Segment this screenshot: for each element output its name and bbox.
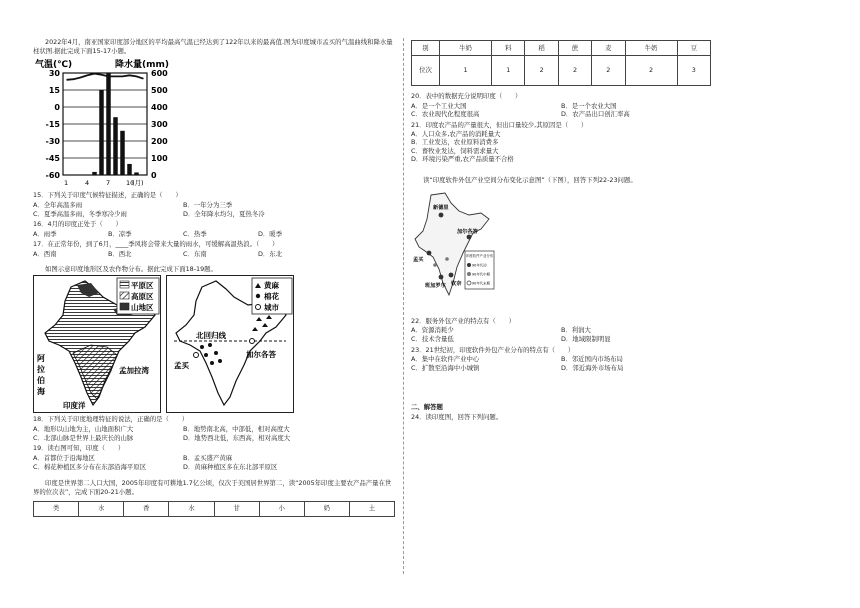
table-cell: 奶 xyxy=(304,501,349,516)
table-cell: 土 xyxy=(349,501,394,516)
question-stem: 21．印度农产品的产量很大，但出口量较少,其原因是（ ） xyxy=(411,120,588,129)
precipitation-bar xyxy=(113,117,117,175)
table-cell: 稻 xyxy=(525,41,558,56)
option-d[interactable]: D．邻近海外市场布局 xyxy=(561,363,624,372)
table-cell: 麦 xyxy=(592,41,625,56)
question-stem: 16．4月的印度正处于（ ） xyxy=(33,220,122,229)
table-cell: 牛奶 xyxy=(440,41,492,56)
table-cell: 2 xyxy=(525,56,558,86)
mumbai-climate-chart xyxy=(33,57,193,189)
temp-tick-label: 15 xyxy=(48,86,60,96)
question-15 xyxy=(33,191,395,218)
legend-label: 黄麻 xyxy=(264,281,279,291)
table-row xyxy=(412,41,711,56)
option-d[interactable]: D．地势西北低，东西高，相对高度大 xyxy=(183,433,291,442)
city-dot-mumbai xyxy=(427,250,432,255)
option-a[interactable]: A．西南 xyxy=(33,250,57,259)
question-19 xyxy=(33,444,395,471)
table-cell: 2 xyxy=(558,56,591,86)
question-stem: 23．21世纪初，印度软件外包产业分布的特点有（ ） xyxy=(411,345,575,354)
option-b[interactable]: B．孟买盛产黄麻 xyxy=(183,453,233,462)
precip-tick-label: 300 xyxy=(151,120,168,130)
map-label: 海 xyxy=(37,387,45,397)
temp-tick-label: -45 xyxy=(45,154,60,164)
option-a[interactable]: A．首都位于沿海地区 xyxy=(33,453,95,462)
table-cell: 水 xyxy=(169,501,214,516)
city-dot-kolkata xyxy=(467,234,472,239)
legend-label: 高原区 xyxy=(131,292,154,302)
option-b[interactable]: B．是一个农业大国 xyxy=(561,101,617,110)
question-stem: 18．下列关于印度地理特征的说法，正确的是（ ） xyxy=(33,415,189,424)
precip-tick-label: 100 xyxy=(151,154,168,164)
intro-paragraph-15-17: 2022年4月，南亚国家印度部分地区的平均最高气温已经达到了122年以来的最高值.图为印度城市孟买的气温曲线和降水量柱状图.据此完成下面15-17小题。 xyxy=(33,38,393,55)
table-cell: 蔗 xyxy=(558,41,591,56)
option-b[interactable]: B．地势南北高，中部低，相对高度大 xyxy=(183,425,290,434)
option-d[interactable]: D．环境污染严重,农产品质量不合格 xyxy=(411,155,514,164)
option-b[interactable]: B．西北 xyxy=(108,250,132,259)
table-cell: 3 xyxy=(677,56,710,86)
table-cell: 位次 xyxy=(412,56,440,86)
map-label: 印度洋 xyxy=(63,401,86,411)
temp-tick-label: 0 xyxy=(54,103,60,113)
map-label: 钦奈 xyxy=(451,280,462,287)
table-cell: 1 xyxy=(492,56,525,86)
table-row xyxy=(34,501,395,516)
map-label: 伯 xyxy=(37,376,45,386)
india-terrain-map xyxy=(33,275,161,413)
table-cell: 2 xyxy=(625,56,677,86)
precipitation-bar xyxy=(99,90,103,175)
table-cell: 小 xyxy=(259,501,304,516)
option-b[interactable]: B．邻近国内市场布局 xyxy=(561,355,623,364)
question-stem: 20．表中的数据充分说明印度（ ） xyxy=(411,92,522,100)
option-b[interactable]: B．利润大 xyxy=(561,326,591,335)
x-tick-label: 10 xyxy=(126,179,135,188)
city-dot-chennai xyxy=(449,272,454,277)
precip-tick-label: 200 xyxy=(151,137,168,147)
option-d[interactable]: D．地域限制明显 xyxy=(561,335,611,344)
map-label: 孟加拉湾 xyxy=(119,366,149,376)
precipitation-bar xyxy=(106,73,110,175)
legend-label: 城市 xyxy=(264,303,279,313)
option-b[interactable]: B．一年分为三季 xyxy=(183,200,233,209)
option-c[interactable]: C．扩散至沿海中小城镇 xyxy=(411,363,480,372)
option-a[interactable]: A．全年高温多雨 xyxy=(33,200,83,209)
option-c[interactable]: C．东南 xyxy=(183,250,207,259)
option-c[interactable]: C．北部山脉是世界上最庆长的山脉 xyxy=(33,433,134,442)
option-d[interactable]: D．黄麻种植区多在东北部平原区 xyxy=(183,462,278,471)
precipitation-bar xyxy=(127,164,131,175)
legend-label: 棉花 xyxy=(264,292,279,302)
x-tick-label: 7 xyxy=(106,179,111,188)
x-tick-label: 4 xyxy=(85,179,90,188)
city-dot-new-delhi xyxy=(439,212,444,217)
option-b[interactable]: B．工业发达，农业原料消费多 xyxy=(411,138,499,147)
table-cell: 甘 xyxy=(214,501,259,516)
section-title: 二、解答题 xyxy=(411,402,443,411)
legend-label: 90年代中期 xyxy=(472,272,490,277)
precip-tick-label: 500 xyxy=(151,86,168,96)
map-label: 班加罗尔 xyxy=(425,282,446,289)
question-stem: 19．读右图可知，印度（ ） xyxy=(33,444,125,453)
intro-paragraph-20-21: 印度是世界第二人口大国，2005年印度有可耕地1.7亿公顷，仅次于美国居世界第二，读“2005年印度主要农产品产量在世界的位次表”，完成下面20-21小题。 xyxy=(33,479,392,496)
city-mumbai xyxy=(194,353,199,358)
legend-title: 印度软件产业分布 xyxy=(466,253,494,258)
question-stem: 15．下列关于印度气候特征描述，正确的是（ ） xyxy=(33,191,182,200)
option-a[interactable]: A．雨季 xyxy=(33,229,57,238)
question-24-stem: 24．读印度图，回答下列问题。 xyxy=(411,413,503,422)
option-a[interactable]: A．集中在软件产业中心 xyxy=(411,355,480,364)
legend-label: 平原区 xyxy=(131,281,154,291)
x-tick-label: 1 xyxy=(64,179,69,188)
india-maps-row xyxy=(33,275,395,413)
india-software-industry-map xyxy=(411,189,495,303)
precip-tick-label: 0 xyxy=(151,171,157,181)
left-column xyxy=(33,38,395,517)
precipitation-bar xyxy=(120,131,124,175)
question-20 xyxy=(411,92,826,119)
right-column xyxy=(411,40,826,422)
question-23 xyxy=(411,346,826,373)
crop-rank-table-part2 xyxy=(411,40,711,86)
table-row xyxy=(412,56,711,86)
question-22 xyxy=(411,317,826,344)
option-a[interactable]: A．是一个工业大国 xyxy=(411,101,467,110)
city-dot-bangalore xyxy=(439,274,444,279)
question-17 xyxy=(33,240,395,258)
temperature-line xyxy=(67,74,144,80)
precip-tick-label: 400 xyxy=(151,103,168,113)
table-cell: 料 xyxy=(492,41,525,56)
column-divider xyxy=(403,38,404,574)
precip-tick-label: 600 xyxy=(151,69,168,79)
option-c[interactable]: C．热季 xyxy=(183,229,207,238)
map-label: 孟买 xyxy=(174,361,189,371)
india-crop-map xyxy=(166,275,294,413)
city-kolkata xyxy=(250,339,255,344)
question-stem: 22．服务外包产业的特点有（ ） xyxy=(411,316,515,325)
table-cell: 水 xyxy=(79,501,124,516)
option-c[interactable]: C．畜牧业发达，饲料需求量大 xyxy=(411,146,499,155)
option-c[interactable]: C．农业现代化程度很高 xyxy=(411,110,480,119)
option-c[interactable]: C．技术含量低 xyxy=(411,335,454,344)
map-label: 加尔各答 xyxy=(457,228,478,235)
map-label: 拉 xyxy=(37,365,45,375)
option-c[interactable]: C．棉花种植区多分布在东部沿海平原区 xyxy=(33,462,147,471)
question-21 xyxy=(411,121,826,164)
table-cell: 1 xyxy=(440,56,492,86)
question-16 xyxy=(33,220,395,238)
table-cell: 香 xyxy=(124,501,169,516)
temp-tick-label: 30 xyxy=(48,69,60,79)
precipitation-axis-title: 降水量(mm) xyxy=(115,60,169,71)
map-label: 加尔各答 xyxy=(246,350,276,360)
question-18 xyxy=(33,415,395,442)
table-cell: 牛奶 xyxy=(625,41,677,56)
map-label: 孟买 xyxy=(413,256,424,263)
legend-label: 90年代末期 xyxy=(472,281,490,286)
temp-tick-label: -30 xyxy=(45,137,60,147)
map-label: 北回归线 xyxy=(196,331,226,341)
option-c[interactable]: C．夏季高温多雨，冬季寒冷少雨 xyxy=(33,209,127,218)
map-label: 新德里 xyxy=(433,204,449,211)
option-d[interactable]: D．暖季 xyxy=(258,229,283,238)
option-d[interactable]: D．东北 xyxy=(258,250,283,259)
map-label: 阿 xyxy=(37,354,45,364)
option-a[interactable]: A．人口众多,农产品的消耗量大 xyxy=(411,129,501,138)
table-cell: 别 xyxy=(412,41,440,56)
legend-label: 山地区 xyxy=(131,303,154,313)
table-cell: 2 xyxy=(592,56,625,86)
table-cell: 豆 xyxy=(677,41,710,56)
option-d[interactable]: D．全年降水均匀，夏热冬冷 xyxy=(183,209,265,218)
temp-tick-label: -15 xyxy=(45,120,60,130)
intro-paragraph-22-23: 读“印度软件外包产业空间分布变化示意图”（下图），回答下列22-23问题。 xyxy=(423,176,637,185)
intro-paragraph-18-19: 如图示意印度地形区及农作物分布。据此完成下面18-19题。 xyxy=(45,264,217,273)
table-cell: 类 xyxy=(34,501,79,516)
x-unit-label: (月) xyxy=(132,179,144,188)
option-a[interactable]: A．地形以山地为主，山地面积广大 xyxy=(33,425,134,434)
option-d[interactable]: D．农产品出口创汇率高 xyxy=(561,110,630,119)
legend-label: 90年代初 xyxy=(472,263,487,268)
temperature-axis-title: 气温(℃) xyxy=(35,60,73,71)
option-a[interactable]: A．资源消耗少 xyxy=(411,326,454,335)
temp-tick-label: -60 xyxy=(45,171,60,181)
crop-rank-table-part1 xyxy=(33,501,395,517)
question-stem: 17．在正常年份，到了6月，____季风将会带来大量的雨水，可缓解高温热浪。（ ） xyxy=(33,240,279,249)
option-b[interactable]: B．凉季 xyxy=(108,229,132,238)
